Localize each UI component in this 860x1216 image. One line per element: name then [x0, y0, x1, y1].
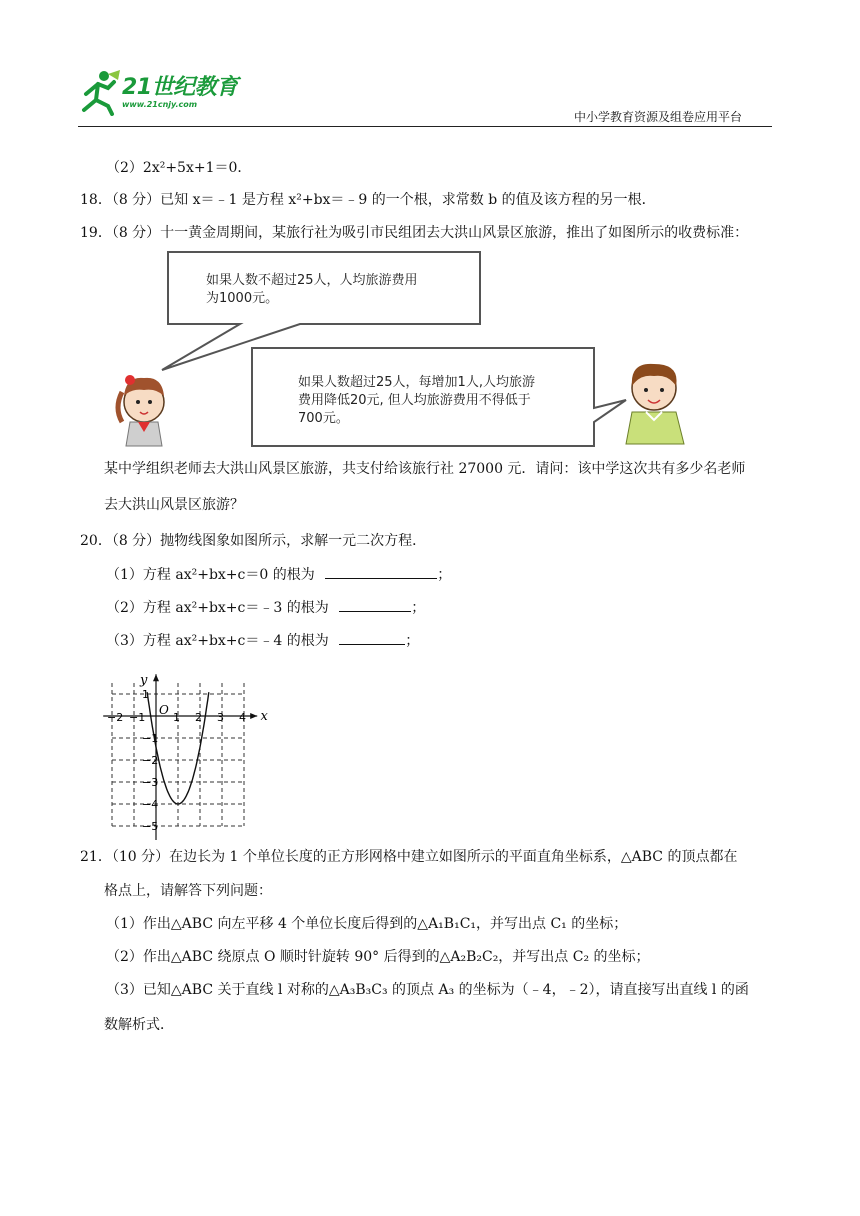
q20-part1: （1）方程 ax²+bx+c＝0 的根为 ； — [106, 564, 451, 584]
origin-label: O — [159, 703, 169, 717]
x-tick-label: 3 — [217, 711, 224, 724]
answer-blank-3[interactable] — [339, 630, 405, 645]
x-tick-label: −2 — [107, 711, 124, 724]
x-tick-label: −1 — [129, 711, 146, 724]
y-tick-label: −1 — [142, 732, 159, 745]
y-tick-label: 1 — [142, 688, 149, 701]
q18-text: 18．（8 分）已知 x＝﹣1 是方程 x²+bx＝﹣9 的一个根，求常数 b 的值及该方程的另一根． — [80, 192, 656, 208]
q20-part2: （2）方程 ax²+bx+c＝﹣3 的根为 ； — [106, 597, 425, 617]
x-tick-label: 4 — [239, 711, 246, 724]
q21-line2: 格点上，请解答下列问题： — [104, 883, 272, 899]
platform-name: 中小学教育资源及组卷应用平台 — [573, 110, 742, 124]
q20-intro: 20．（8 分）抛物线图象如图所示，求解一元二次方程． — [80, 533, 427, 549]
y-axis-label: y — [140, 673, 148, 689]
y-axis-arrow-icon — [153, 674, 159, 681]
logo-url: www.21cnjy.com — [122, 100, 198, 109]
y-tick-label: −2 — [142, 754, 159, 767]
boy-figure-icon — [626, 364, 684, 444]
girl-figure-icon — [118, 375, 164, 446]
y-tick-label: −3 — [142, 776, 159, 789]
answer-blank-2[interactable] — [339, 597, 411, 612]
bubble-1-text: 如果人数不超过25人，人均旅游费用 为1000元。 — [206, 273, 418, 306]
q17-part2: （2）2x²+5x+1＝0． — [106, 160, 252, 176]
q19-intro: 19．（8 分）十一黄金周期间，某旅行社为吸引市民组团去大洪山风景区旅游，推出了如图所示的收费标准： — [80, 225, 749, 241]
parabola-graph — [96, 650, 286, 840]
bubble-2-text: 如果人数超过25人，每增加1人,人均旅游 费用降低20元, 但人均旅游费用不得低于 700元。 — [298, 375, 535, 426]
answer-blank-1[interactable] — [325, 564, 437, 579]
y-tick-label: −5 — [142, 820, 159, 833]
q21-part2: （2）作出△ABC 绕原点 O 顺时针旋转 90° 后得到的△A₂B₂C₂，并写出点 C₂ 的坐标； — [106, 949, 650, 965]
y-tick-label: −4 — [142, 798, 159, 811]
x-axis-label: x — [260, 709, 268, 724]
q21-part3-cont: 数解析式． — [104, 1017, 174, 1033]
q21-part1: （1）作出△ABC 向左平移 4 个单位长度后得到的△A₁B₁C₁，并写出点 C₁ 的坐标； — [106, 916, 628, 932]
site-logo — [78, 66, 258, 122]
logo-text: 21世纪教育 — [122, 75, 238, 100]
x-tick-label: 2 — [195, 711, 202, 724]
x-tick-label: 1 — [173, 711, 180, 724]
runner-logo-icon — [78, 66, 122, 116]
q20-part3: （3）方程 ax²+bx+c＝﹣4 的根为 ； — [106, 630, 419, 650]
header-divider — [78, 126, 772, 127]
q19-body-line1: 某中学组织老师去大洪山风景区旅游，共支付给该旅行社 27000 元．请问：该中学这次共有多少名老师 — [104, 461, 746, 477]
q21-part3: （3）已知△ABC 关于直线 l 对称的△A₃B₃C₃ 的顶点 A₃ 的坐标为（﹣4，﹣2），请直接写出直线 l 的函 — [106, 982, 749, 998]
q21-line1: 21．（10 分）在边长为 1 个单位长度的正方形网格中建立如图所示的平面直角坐标系，△ABC 的顶点都在 — [80, 849, 738, 865]
q19-body-line2: 去大洪山风景区旅游？ — [104, 497, 244, 513]
x-axis-arrow-icon — [250, 713, 257, 719]
